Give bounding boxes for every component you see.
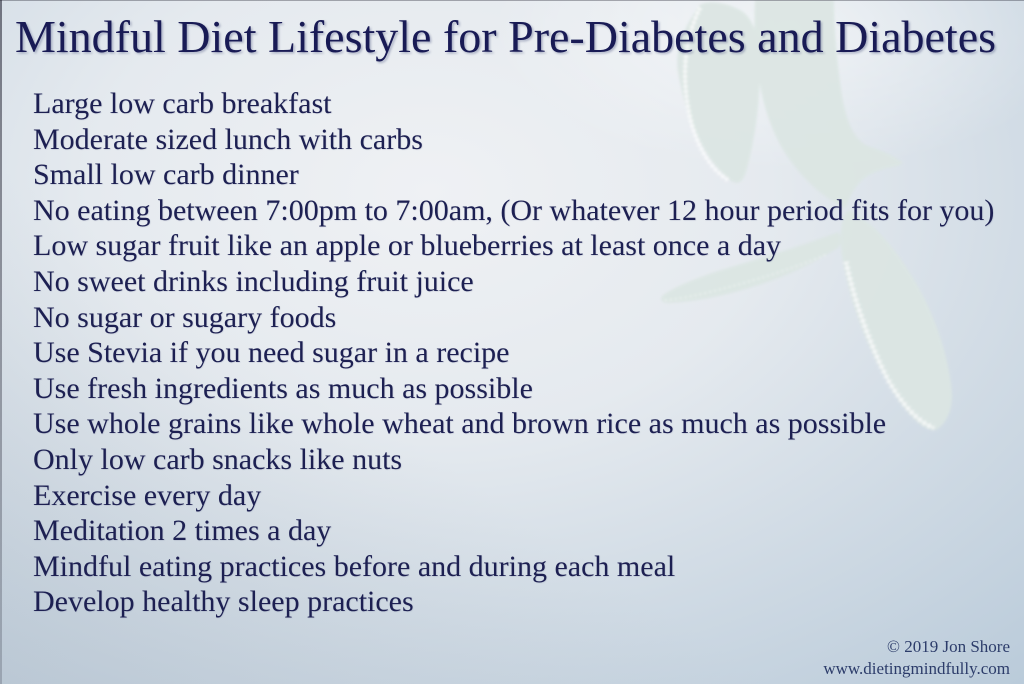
guideline-item: No sugar or sugary foods — [33, 300, 337, 334]
guideline-item: Large low carb breakfast — [33, 87, 332, 120]
website-text: www.dietingmindfully.com — [823, 659, 1010, 678]
left-edge-line — [0, 0, 2, 684]
guideline-item: Develop healthy sleep practices — [33, 585, 414, 619]
guideline-item: Use Stevia if you need sugar in a recipe — [33, 336, 510, 370]
guidelines-list — [33, 86, 994, 620]
guideline-item: Small low carb dinner — [33, 158, 299, 192]
guideline-item: Meditation 2 times a day — [33, 514, 332, 548]
guideline-item: Only low carb snacks like nuts — [33, 442, 403, 476]
guideline-item: Use whole grains like whole wheat and brown rice as much as possible — [33, 407, 887, 441]
guideline-item: Low sugar fruit like an apple or blueberries at least once a day — [33, 229, 782, 263]
guideline-item: Exercise every day — [33, 478, 262, 512]
guideline-item: No sweet drinks including fruit juice — [33, 264, 474, 298]
page-title: Mindful Diet Lifestyle for Pre-Diabetes and Diabetes — [15, 11, 997, 62]
footer — [823, 636, 1010, 680]
top-edge-line — [0, 0, 1024, 1]
guideline-item: Mindful eating practices before and during each meal — [33, 549, 676, 583]
guideline-item: Use fresh ingredients as much as possible — [33, 371, 533, 405]
copyright-text: © 2019 Jon Shore — [887, 637, 1010, 656]
guideline-item: No eating between 7:00pm to 7:00am, (Or whatever 12 hour period fits for you) — [33, 193, 995, 227]
guideline-item: Moderate sized lunch with carbs — [33, 122, 423, 156]
